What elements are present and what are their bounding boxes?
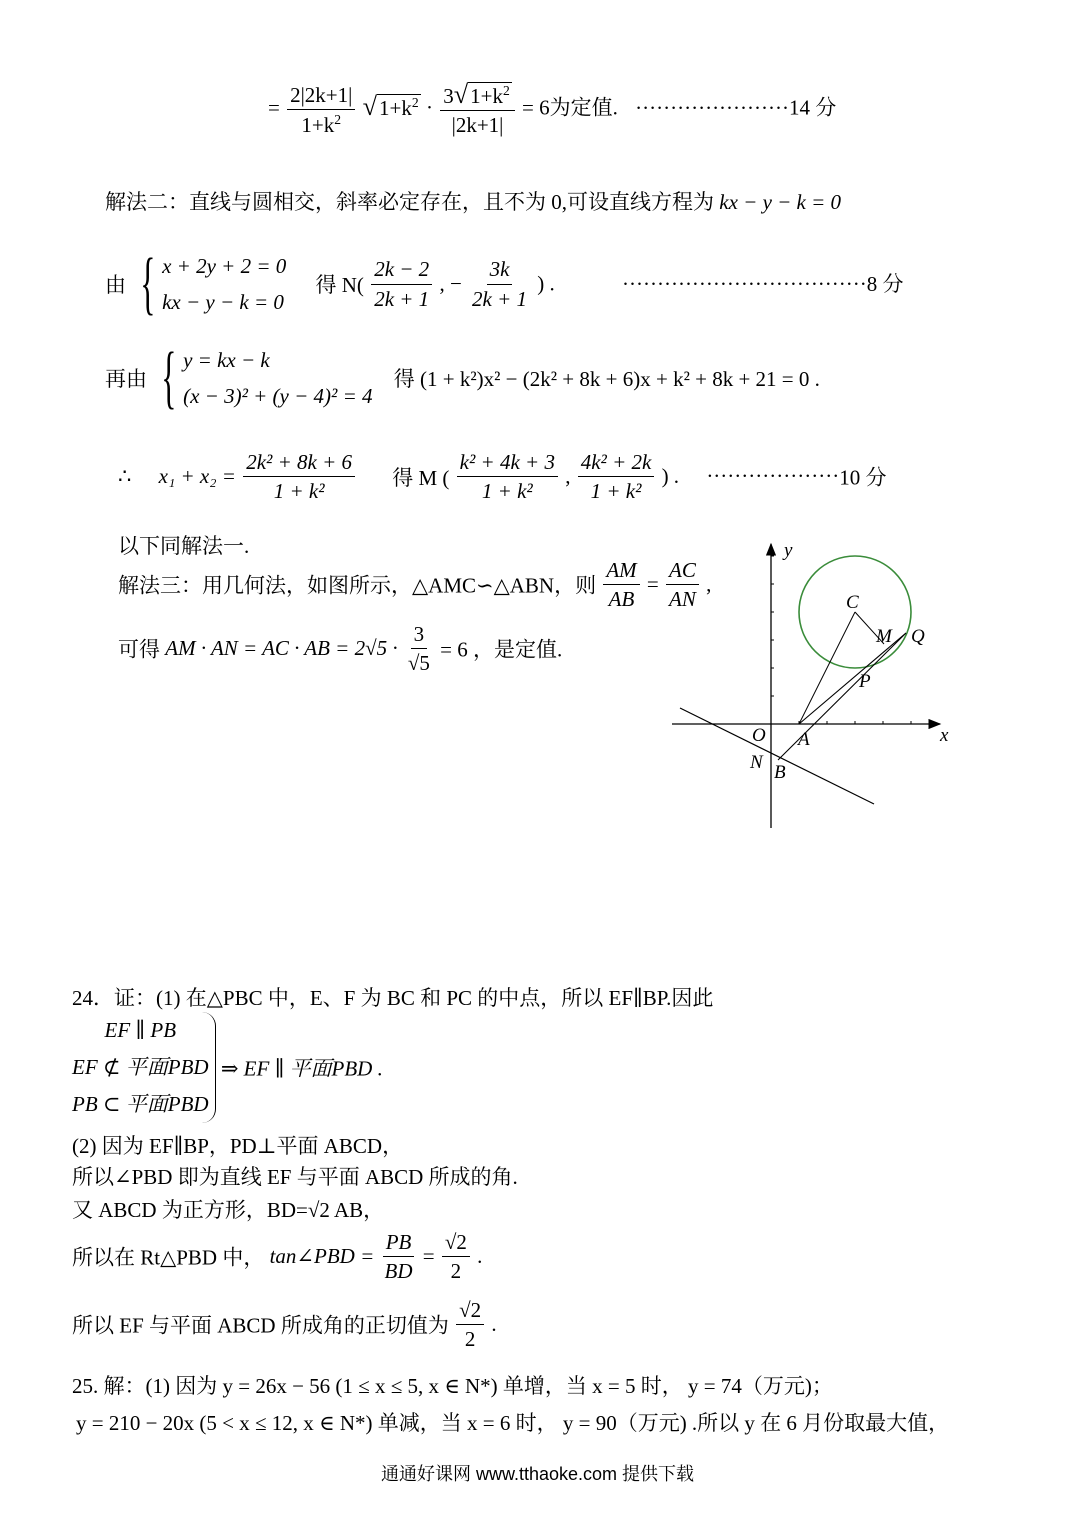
premise: PB ⊂ 平面PBD <box>72 1092 209 1116</box>
label-m: M <box>876 626 892 647</box>
numerator: k² + 4k + 3 <box>457 450 558 477</box>
sqrt-text: 1+k <box>470 84 503 109</box>
denominator: |2k+1| <box>451 113 504 138</box>
denominator: 2 <box>464 1327 476 1352</box>
numerator: 3k <box>487 257 513 284</box>
score-line-8 <box>622 268 904 298</box>
fraction <box>382 1230 416 1283</box>
equals-sign: = <box>268 95 280 120</box>
premise: EF ⊄ 平面PBD <box>72 1055 209 1079</box>
fraction <box>440 82 515 137</box>
sqrt-text: 1+k <box>379 95 412 120</box>
numerator: 3 <box>411 622 428 649</box>
numerator: AC <box>666 558 699 585</box>
numerator: √2 <box>442 1230 470 1257</box>
denominator: 1 + k² <box>590 479 642 504</box>
label-o: O <box>752 725 766 746</box>
sqrt: √ $1+k^2$ <box>362 91 419 121</box>
left-brace: { <box>161 339 177 416</box>
sqrt-arg: $1+k^2$ <box>379 94 419 120</box>
close-paren: ) . <box>537 271 555 296</box>
conclusion: ⇒ EF ∥ 平面PBD . <box>220 1056 383 1081</box>
equation-system <box>162 248 286 320</box>
den-text: 1+k <box>301 112 335 137</box>
label-n: N <box>750 752 763 773</box>
prefix: 由 <box>105 273 126 297</box>
q24-line5: 所以在 Rt△PBD 中， tan∠PBD = $\frac{PB}{BD}$ = $\frac{√2}{2}$ . <box>72 1230 483 1284</box>
result-eq: AM · AN = AC · AB = 2√5 · <box>165 636 398 661</box>
method2-intro <box>105 186 841 216</box>
geometry-figure <box>668 536 958 831</box>
denominator: BD <box>384 1259 413 1284</box>
numerator: 2k − 2 <box>371 257 432 284</box>
close-paren: ) . <box>661 464 680 489</box>
q24-line4: 又 ABCD 为正方形，BD=√2 AB， <box>72 1198 385 1222</box>
prefix: 所以在 Rt△PBD 中， <box>72 1245 265 1270</box>
label-b: B <box>774 762 786 783</box>
q24-line6: 所以 EF 与平面 ABCD 所成角的正切值为 $\frac{√2}{2}$ . <box>72 1298 497 1352</box>
fraction <box>469 257 530 310</box>
denominator: 2k + 1 <box>472 286 528 311</box>
fraction <box>405 622 433 675</box>
sum-line: ∴ x₁ + x₂ = $\frac{\text{2k² + 8k + 6}}{\text{1 + k²}}$ 得 M ( $\frac{\text{k² + 4k + 3}}{\text{1 + k²}}$ , $\frac{\text{4k² + 2k}}{\text{1 + k²}}$ ) . ···················10 分 <box>118 450 887 504</box>
fraction <box>603 558 639 611</box>
separator: , − <box>439 271 462 296</box>
q25-line2: y = 210 − 20x (5 < x ≤ 12, x ∈ N*) 单减，当 x = 6 时， y = 90（万元) .所以 y 在 6 月份取最大值， <box>76 1411 950 1435</box>
numerator: 3 √ $1+k^2$ <box>440 82 515 111</box>
get-text: 得 N( <box>315 273 364 297</box>
score: 14 分 <box>789 95 837 120</box>
denominator: 2 <box>450 1259 462 1284</box>
intro-eq: kx − y − k = 0 <box>719 190 842 214</box>
denominator: 1 + k² <box>273 479 325 504</box>
therefore-symbol: ∴ <box>118 464 132 489</box>
fraction <box>457 450 558 503</box>
numerator: PB <box>383 1230 415 1257</box>
same-as-method1: 以下同解法一. <box>118 534 250 558</box>
label-c: C <box>846 592 859 613</box>
numerator: 4k² + 2k <box>578 450 655 477</box>
denominator: AB <box>608 587 635 612</box>
label-q: Q <box>911 626 925 647</box>
intro-text: 解法二：直线与圆相交，斜率必定存在，且不为 0,可设直线方程为 <box>105 190 714 214</box>
result-equation: 得 (1 + k²)x² − (2k² + 8k + 6)x + k² + 8k + 21 = 0 . <box>393 367 820 391</box>
equation: (x − 3)² + (y − 4)² = 4 <box>183 384 373 408</box>
denominator: $1+k^2$ <box>301 111 342 137</box>
premise-block <box>72 1012 216 1123</box>
equation: x + 2y + 2 = 0 <box>162 254 287 278</box>
left-brace: { <box>140 245 156 322</box>
denominator: √5 <box>407 651 430 676</box>
fraction <box>243 450 355 503</box>
formula-line-14: = $\frac{2|2k+1|}{1+k^2}$ √ $1+k^2$ · 3 √ $1+k^2$ |2k+1| = 6为定值. ······················14 分 <box>268 80 837 138</box>
label-x: x <box>940 725 949 746</box>
dot-leader: ······················ <box>635 95 789 120</box>
label-p: P <box>859 671 871 692</box>
q24-line1: 24．证：(1) 在△PBC 中，E、F 为 BC 和 PC 的中点，所以 EF∥BP.因此 <box>72 986 714 1010</box>
numerator: √2 <box>456 1298 484 1325</box>
intro-text: 解法三：用几何法，如图所示，△AMC∽△ABN，则 <box>118 573 597 598</box>
method3-intro: 解法三：用几何法，如图所示，△AMC∽△ABN，则 $\frac{AM}{AB}$ = $\frac{AC}{AN}$ , <box>118 558 712 612</box>
q25-line1: 25. 解：(1) 因为 y = 26x − 56 (1 ≤ x ≤ 5, x ∈ N*) 单增，当 x = 5 时， y = 74（万元)； <box>72 1374 833 1398</box>
sum-lhs: x₁ + x₂ = <box>158 464 236 489</box>
prefix: 再由 <box>105 367 147 391</box>
get-text: 得 M ( <box>392 465 450 490</box>
result-post: = 6 ，是定值. <box>440 637 563 662</box>
denominator: 2k + 1 <box>374 286 430 311</box>
system-2-line <box>105 339 820 416</box>
fraction <box>442 1230 470 1283</box>
q24-line3: 所以∠PBD 即为直线 EF 与平面 ABCD 所成的角. <box>72 1165 518 1189</box>
fraction <box>456 1298 484 1351</box>
denominator: AN <box>669 587 696 612</box>
line-x2y2 <box>680 708 874 804</box>
footer: 通通好课网 www.tthaoke.com 提供下载 <box>380 1464 695 1484</box>
score: 10 分 <box>839 465 887 490</box>
fraction <box>371 257 432 310</box>
dot-leader: ··················· <box>706 464 840 489</box>
system-1-line <box>105 245 555 322</box>
prefix: 可得 <box>118 637 160 662</box>
fraction <box>287 83 355 137</box>
score: 8 分 <box>866 272 904 296</box>
numerator: 2|2k+1| <box>287 83 355 110</box>
tan-eq: tan∠PBD = <box>269 1244 375 1269</box>
equation: kx − y − k = 0 <box>162 290 284 314</box>
result-text: = 6为定值. <box>522 95 618 120</box>
q24-line2: (2) 因为 EF∥BP，PD⊥平面 ABCD， <box>72 1134 404 1158</box>
label-y: y <box>784 540 793 561</box>
equation: y = kx − k <box>183 348 270 372</box>
equation-system <box>183 342 372 414</box>
prefix: 所以 EF 与平面 ABCD 所成角的正切值为 <box>72 1313 449 1338</box>
fraction <box>578 450 655 503</box>
denominator: 1 + k² <box>481 479 533 504</box>
dot-leader: ··································· <box>622 272 867 296</box>
q24-implication <box>72 1012 383 1123</box>
method3-result <box>118 622 562 675</box>
numerator: 2k² + 8k + 6 <box>243 450 355 477</box>
label-a: A <box>798 729 810 750</box>
numerator: AM <box>603 558 639 585</box>
premise: EF ∥ PB <box>104 1018 177 1042</box>
coef: 3 <box>443 84 454 108</box>
